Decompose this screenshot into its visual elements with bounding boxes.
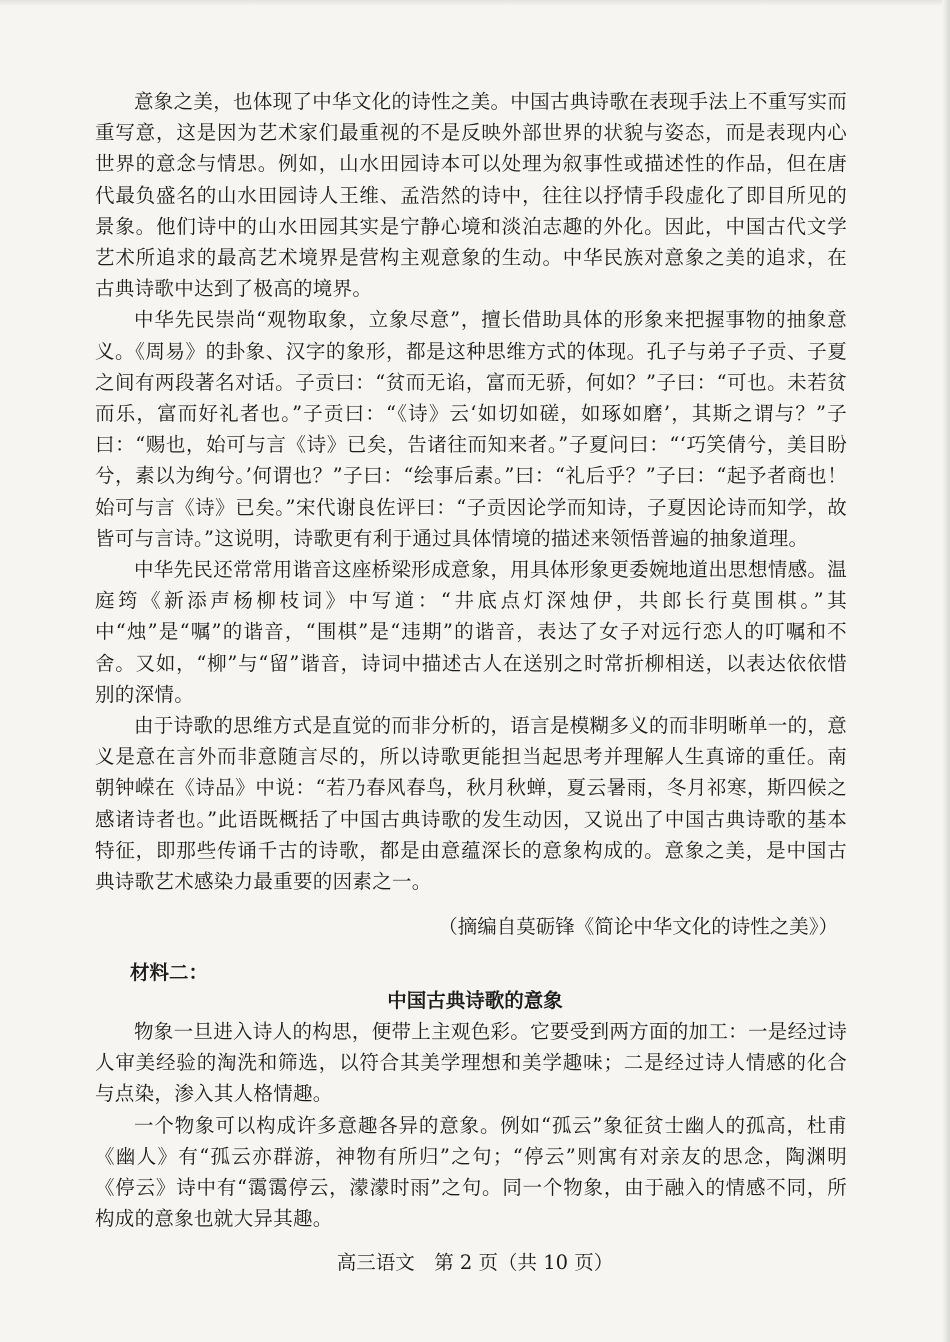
page-footer: 高三语文 第 2 页（共 10 页） xyxy=(336,1251,614,1274)
material2-label: 材料二： xyxy=(130,961,209,984)
material1-attribution: （摘编自莫砺锋《简论中华文化的诗性之美》） xyxy=(438,915,838,938)
scan-edge-top xyxy=(0,0,950,6)
material1-paragraph-2: 中华先民崇尚“观物取象，立象尽意”，擅长借助具体的形象来把握事物的抽象意义。《周易》的卦象、汉字的象形，都是这种思维方式的体现。孔子与弟子子贡、子夏之间有两段著名对话。子贡曰：“贫而无谄，富而无骄，何如？”子曰：“可也。未若贫而乐，富而好礼者也。”子贡曰：“《诗》云‘如切如磋，如琢如磨’，其斯之谓与？”子曰：“赐也，始可与言《诗》已矣，告诸往而知来者。”子夏问曰：“‘巧笑倩兮，美目盼兮，素以为绚兮。’何谓也？”子曰：“绘事后素。”曰：“礼后乎？”子曰：“起予者商也！始可与言《诗》已矣。”宋代谢良佐评曰：“子贡因论学而知诗，子夏因论诗而知学，故皆可与言诗。”这说明，诗歌更有利于通过具体情境的描述来领悟普遍的抽象道理。 xyxy=(95,308,847,550)
material1-body xyxy=(95,86,847,897)
scan-edge-right xyxy=(942,0,950,1342)
material2-paragraph-1: 物象一旦进入诗人的构思，便带上主观色彩。它要受到两方面的加工：一是经过诗人审美经验的淘洗和筛选，以符合其美学理想和美学趣味；二是经过诗人情感的化合与点染，渗入其人格情趣。 xyxy=(95,1020,847,1106)
material2-body xyxy=(95,1016,847,1234)
material1-paragraph-3: 中华先民还常常用谐音这座桥梁形成意象，用具体形象更委婉地道出思想情感。温庭筠《新添声杨柳枝词》中写道：“井底点灯深烛伊，共郎长行莫围棋。”其中“烛”是“嘱”的谐音，“围棋”是“违期”的谐音，表达了女子对远行恋人的叮嘱和不舍。又如，“柳”与“留”谐音，诗词中描述古人在送别之时常折柳相送，以表达依依惜别的深情。 xyxy=(95,558,847,706)
material1-paragraph-1: 意象之美，也体现了中华文化的诗性之美。中国古典诗歌在表现手法上不重写实而重写意，这是因为艺术家们最重视的不是反映外部世界的状貌与姿态，而是表现内心世界的意念与情思。例如，山水田园诗本可以处理为叙事性或描述性的作品，但在唐代最负盛名的山水田园诗人王维、孟浩然的诗中，往往以抒情手段虚化了即目所见的景象。他们诗中的山水田园其实是宁静心境和淡泊志趣的外化。因此，中国古代文学艺术所追求的最高艺术境界是营构主观意象的生动。中华民族对意象之美的追求，在古典诗歌中达到了极高的境界。 xyxy=(95,90,847,301)
material2-paragraph-2: 一个物象可以构成许多意趣各异的意象。例如“孤云”象征贫士幽人的孤高，杜甫《幽人》有“孤云亦群游，神物有所归”之句；“停云”则寓有对亲友的思念，陶渊明《停云》诗中有“霭霭停云，濛濛时雨”之句。同一个物象，由于融入的情感不同，所构成的意象也就大异其趣。 xyxy=(95,1113,847,1231)
material1-paragraph-4: 由于诗歌的思维方式是直觉的而非分析的，语言是模糊多义的而非明晰单一的，意义是意在言外而非意随言尽的，所以诗歌更能担当起思考并理解人生真谛的重任。南朝钟嵘在《诗品》中说：“若乃春风春鸟，秋月秋蝉，夏云暑雨，冬月祁寒，斯四候之感诸诗者也。”此语既概括了中国古典诗歌的发生动因，又说出了中国古典诗歌的基本特征，即那些传诵千古的诗歌，都是由意蕴深长的意象构成的。意象之美，是中国古典诗歌艺术感染力最重要的因素之一。 xyxy=(95,714,847,894)
material2-title: 中国古典诗歌的意象 xyxy=(387,989,563,1012)
